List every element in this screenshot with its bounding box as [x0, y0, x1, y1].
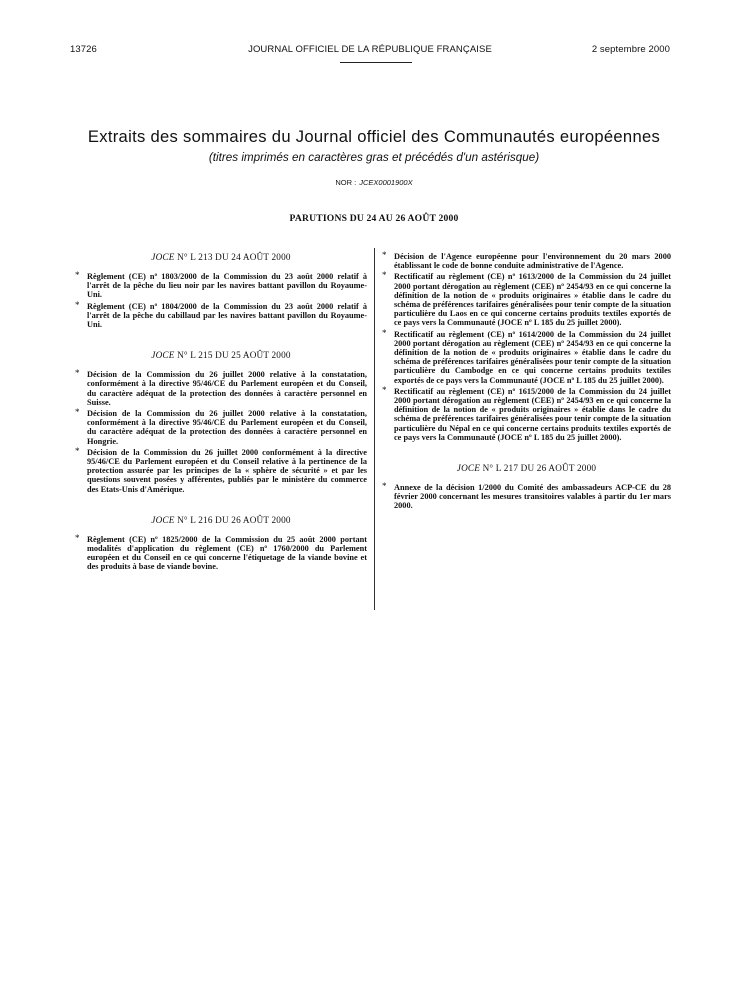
issue-number: N° L 217 DU 26 AOÛT 2000 — [482, 463, 597, 474]
asterisk-marker: * — [382, 270, 387, 281]
issue-number: N° L 215 DU 25 AOÛT 2000 — [177, 350, 291, 361]
issue-heading — [75, 350, 367, 360]
asterisk-marker: * — [75, 368, 80, 379]
column-divider — [374, 248, 375, 610]
summary-entry — [75, 299, 367, 330]
entry-text: Décision de la Commission du 26 juillet 2000 relative à la constatation, conformément à la directive 95/46/CE du Parlement européen et du Conseil, du caractère adéquat de la protection des données à caractère personnel en Hongrie. — [87, 409, 367, 446]
page-number: 13726 — [70, 44, 97, 55]
left-column — [75, 252, 367, 574]
summary-entry — [75, 445, 367, 494]
entry-text: Décision de la Commission du 26 juillet 2000 relative à la constatation, conformément à la directive 95/46/CE du Parlement européen et du Conseil, du caractère adéquat de la protection des données à caractère personnel en Suisse. — [87, 370, 367, 407]
asterisk-marker: * — [75, 270, 80, 280]
page-title: Extraits des sommaires du Journal officiel des Communautés européennes — [87, 127, 661, 146]
entry-text: Rectificatif au règlement (CE) nº 1615/2000 de la Commission du 24 juillet 2000 portant dérogation au règlement (CEE) nº 2454/93 en ce qui concerne la définition de la notion de « produits originaires » établie dans le cadre du schéma de préférences tarifaires généralisées pour tenir compte de la situation particulière du Népal en ce qui concerne certains produits textiles exportés de ce pays vers la Communauté (JOCE nº L 185 du 25 juillet 2000). — [394, 386, 671, 442]
asterisk-marker: * — [75, 299, 80, 310]
entry-text: Décision de l'Agence européenne pour l'environnement du 20 mars 2000 établissant le code de bonne conduite administrative de l'Agence. — [394, 252, 671, 271]
right-column — [382, 252, 671, 513]
asterisk-marker: * — [75, 407, 80, 418]
asterisk-marker: * — [382, 250, 387, 260]
asterisk-marker: * — [382, 327, 387, 338]
issue-heading — [75, 252, 367, 262]
entry-text: Règlement (CE) nº 1825/2000 de la Commission du 25 août 2000 portant modalités d'application du règlement (CE) nº 1760/2000 du Parlement européen et du Conseil en ce qui concerne l'étiquetage de la viande bovine et des produits à base de viande bovine. — [87, 534, 367, 572]
issue-joce: JOCE — [151, 514, 175, 525]
summary-entry — [75, 370, 367, 407]
summary-entry — [75, 532, 367, 572]
issue-heading — [75, 515, 367, 525]
issue-number: N° L 213 DU 24 AOÛT 2000 — [177, 252, 291, 262]
summary-entry — [75, 409, 367, 446]
issue-date: 2 septembre 2000 — [591, 44, 670, 55]
issue-joce: JOCE — [151, 350, 175, 361]
asterisk-marker: * — [75, 445, 80, 456]
entry-text: Règlement (CE) nº 1803/2000 de la Commission du 23 août 2000 relatif à l'arrêt de la pêche du lieu noir par les navires battant pavillon du Royaume-Uni. — [87, 272, 367, 300]
nor-reference — [40, 178, 708, 187]
summary-entry — [75, 272, 367, 300]
issue-joce: JOCE — [456, 463, 481, 474]
journal-name: JOURNAL OFFICIEL DE LA RÉPUBLIQUE FRANÇAISE — [248, 44, 492, 55]
summary-entry — [382, 483, 671, 511]
summary-entry — [382, 252, 671, 270]
entry-text: Rectificatif au règlement (CE) nº 1614/2000 de la Commission du 24 juillet 2000 portant dérogation au règlement (CEE) nº 2454/93 en ce qui concerne la définition de la notion de « produits originaires » établie dans le cadre du schéma de préférences tarifaires généralisées pour tenir compte de la situation particulière du Cambodge en ce qui concerne certains produits textiles exportés de ce pays vers la Communauté (JOCE nº L 185 du 25 juillet 2000). — [394, 329, 671, 385]
summary-entry — [382, 384, 671, 442]
asterisk-marker: * — [382, 481, 387, 492]
summary-entry — [382, 327, 671, 385]
entry-text: Annexe de la décision 1/2000 du Comité des ambassadeurs ACP-CE du 28 février 2000 concernant les mesures transitoires valables à partir du 1er mars 2000. — [394, 483, 671, 511]
summary-entry — [382, 272, 671, 327]
nor-label: NOR : — [335, 178, 357, 187]
asterisk-marker: * — [382, 384, 387, 395]
nor-code: JCEX0001900X — [359, 178, 413, 187]
entry-text: Rectificatif au règlement (CE) nº 1613/2000 de la Commission du 24 juillet 2000 portant dérogation au règlement (CEE) nº 2454/93 en ce qui concerne la définition de la notion de « produits originaires » établie dans le cadre du schéma de préférences tarifaires généralisées pour tenir compte de la situation particulière du Laos en ce qui concerne certains produits textiles exportés de ce pays vers la Communauté (JOCE nº L 185 du 25 juillet 2000). — [394, 272, 671, 328]
entry-text: Décision de la Commission du 26 juillet 2000 conformément à la directive 95/46/CE du Parlement européen et du Conseil relative à la pertinence de la protection assurée par les principes de la « sphère de sécurité » et par les questions souvent posées y afférentes, publiés par le ministère du commerce des Etats-Unis d'Amérique. — [87, 447, 367, 494]
entry-text: Règlement (CE) nº 1804/2000 de la Commission du 23 août 2000 relatif à l'arrêt de la pêche du cabillaud par les navires battant pavillon du Royaume-Uni. — [87, 301, 367, 330]
asterisk-marker: * — [75, 532, 80, 543]
issue-joce: JOCE — [151, 252, 175, 262]
page-subtitle: (titres imprimés en caractères gras et précédés d'un astérisque) — [208, 151, 540, 164]
issue-number: N° L 216 DU 26 AOÛT 2000 — [177, 514, 291, 525]
header-rule — [340, 62, 412, 63]
parutions-heading: PARUTIONS DU 24 AU 26 AOÛT 2000 — [289, 213, 459, 224]
issue-heading — [382, 463, 671, 473]
